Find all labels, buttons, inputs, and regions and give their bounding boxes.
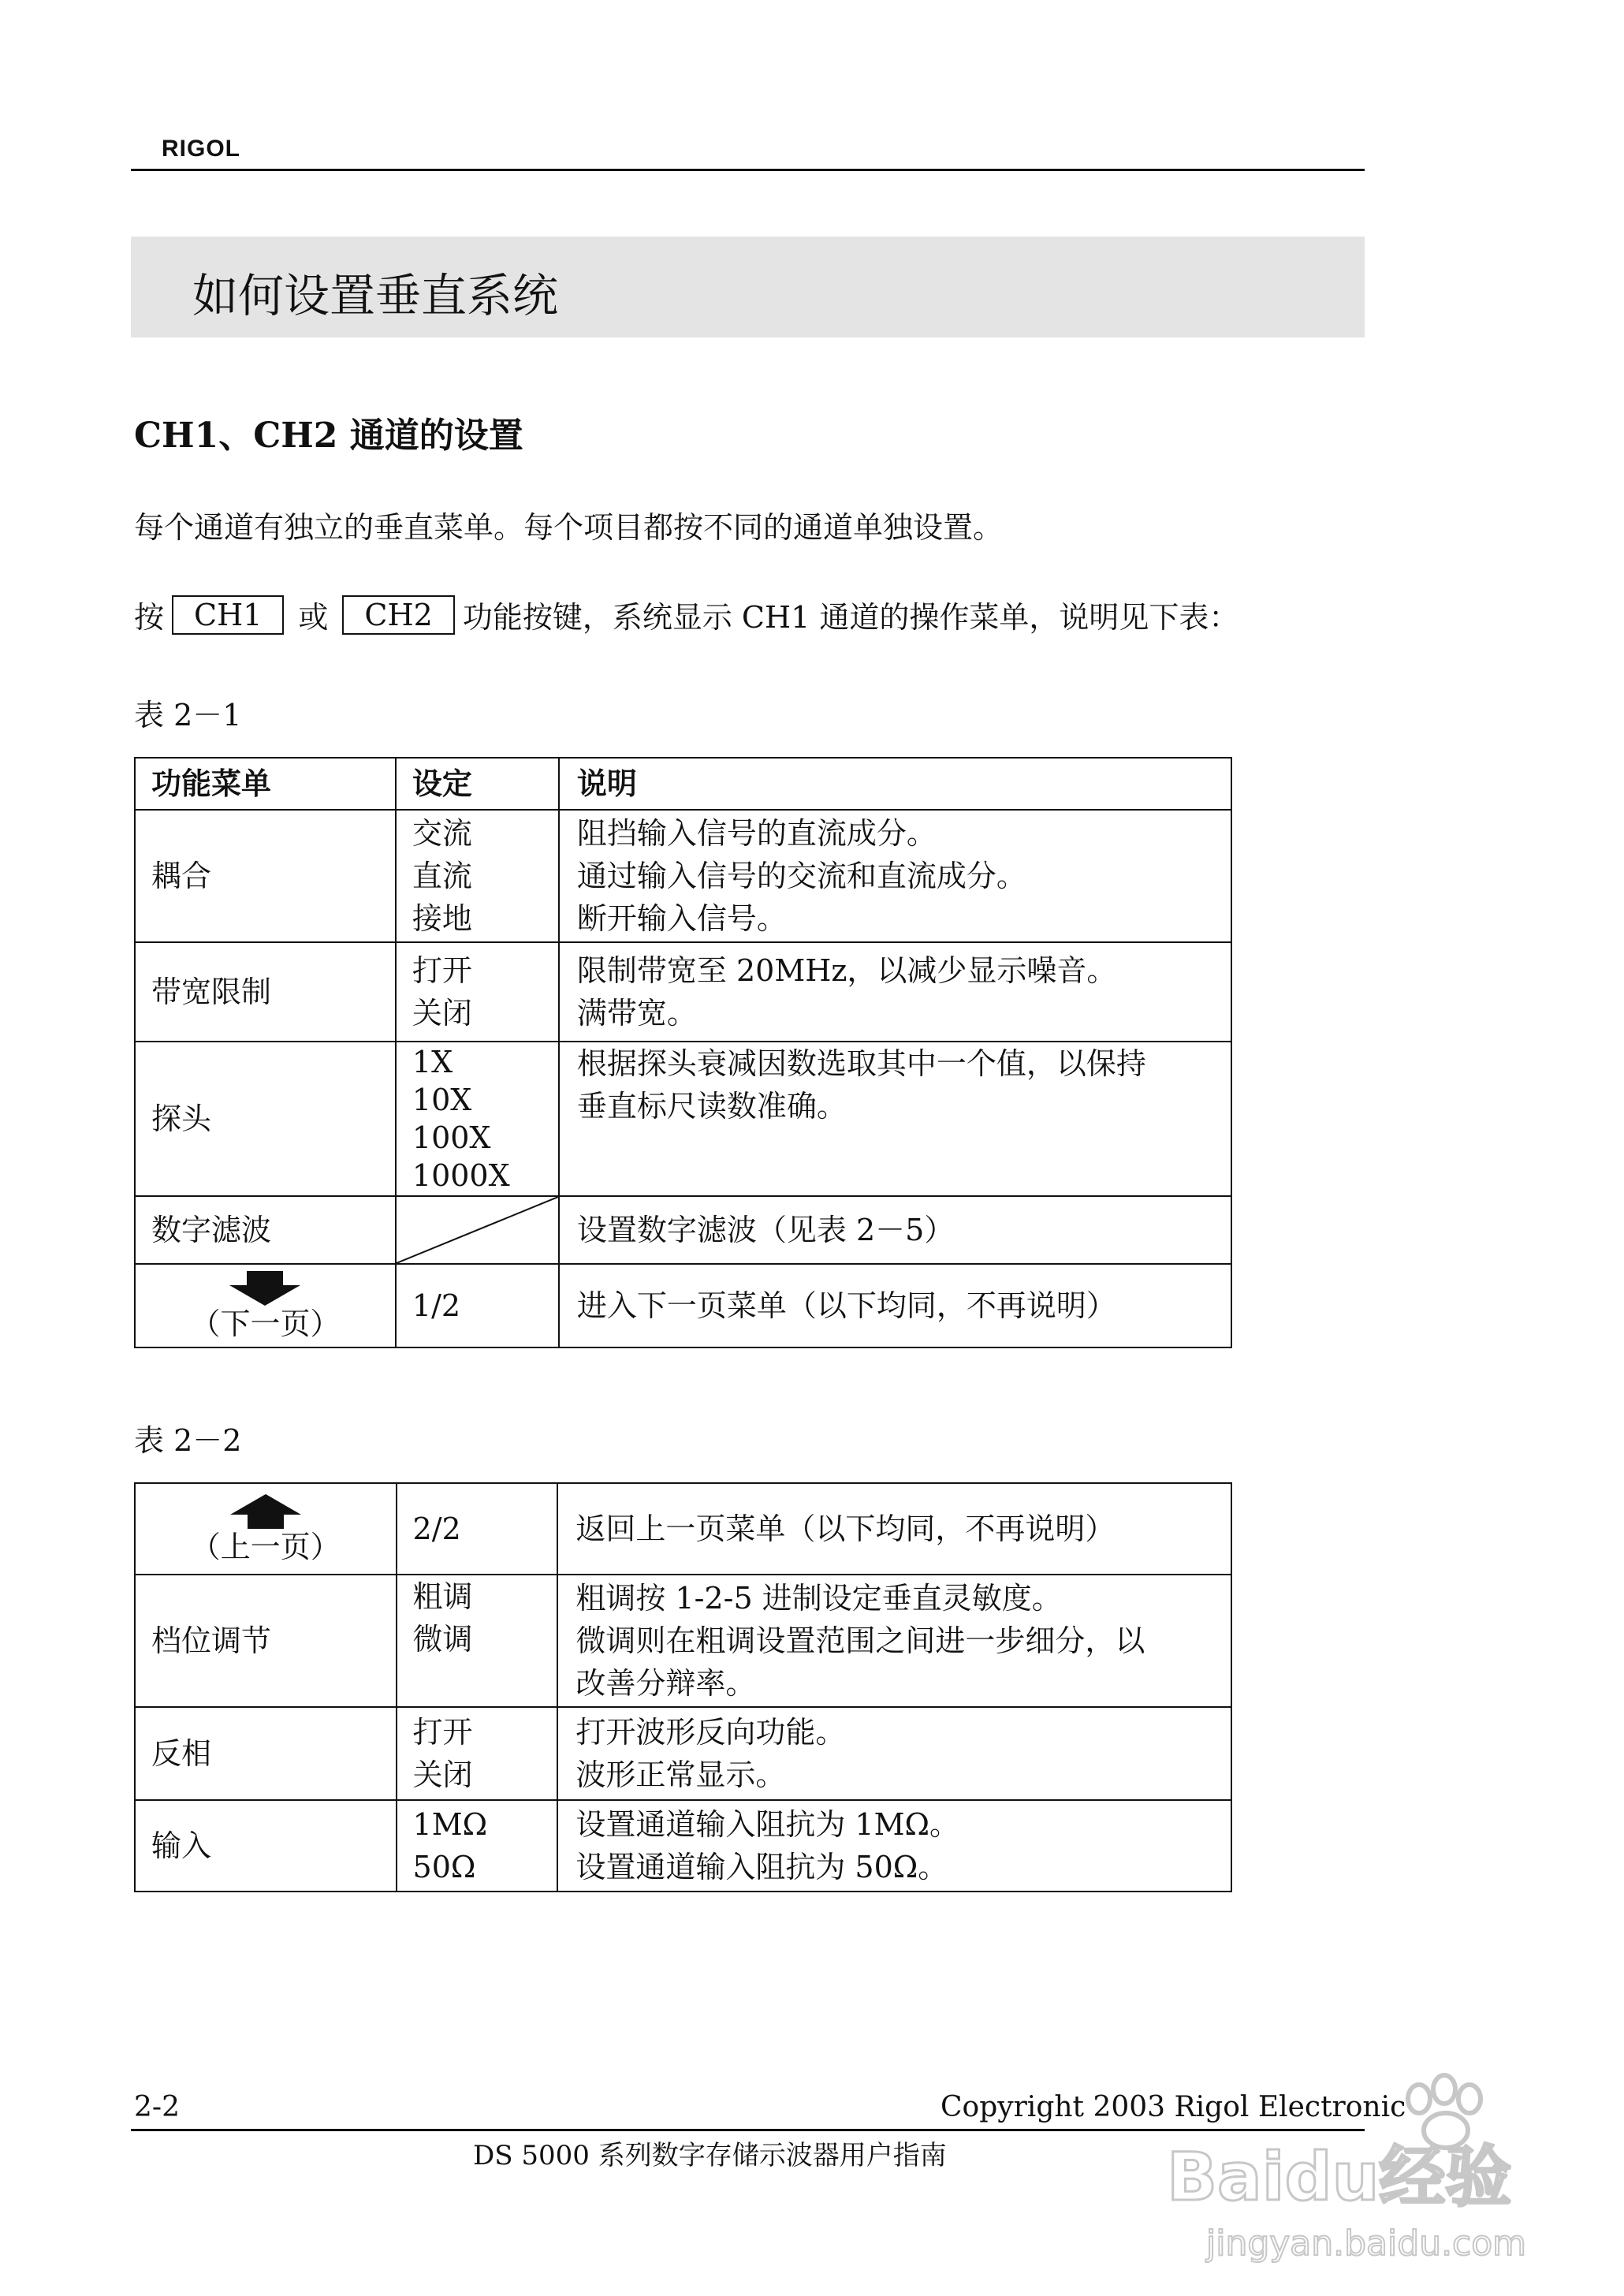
table-row (135, 1196, 1231, 1264)
setting-cell: 1/2 (396, 1264, 559, 1347)
chapter-title: 如何设置垂直系统 (192, 269, 559, 322)
baidu-watermark-logo (1159, 2066, 1537, 2271)
section-heading: CH1、CH2 通道的设置 (134, 416, 523, 456)
setting-value: 粗调 (412, 1579, 473, 1614)
description-line: 改善分辩率。 (575, 1666, 756, 1701)
menu-cell: 耦合 (135, 810, 396, 942)
setting-value: 交流 (412, 816, 472, 851)
prev-page-label: （上一页） (190, 1530, 341, 1564)
next-page-cell (135, 1264, 396, 1347)
description-line: 波形正常显示。 (575, 1757, 786, 1792)
table-row (135, 942, 1231, 1042)
setting-cell (396, 810, 559, 942)
watermark-logo-text: Baidu经验 (1167, 2138, 1512, 2216)
instruction-prefix: 按 (134, 600, 165, 635)
description-line: 阻挡输入信号的直流成分。 (576, 816, 937, 851)
next-page-label: （下一页） (190, 1306, 341, 1341)
table-row (135, 1575, 1231, 1707)
setting-value: 关闭 (412, 996, 472, 1031)
setting-value: 打开 (412, 953, 472, 988)
header-description: 说明 (559, 758, 1231, 810)
header-rule (131, 169, 1365, 171)
description-cell: 进入下一页菜单（以下均同，不再说明） (559, 1264, 1231, 1347)
description-line: 设置通道输入阻抗为 50Ω。 (575, 1850, 948, 1884)
empty-setting-cell (396, 1196, 559, 1264)
table1 (134, 757, 1232, 1348)
setting-value: 接地 (412, 901, 472, 936)
setting-value: 100X (412, 1120, 491, 1155)
description-cell (557, 1800, 1231, 1892)
header-setting: 设定 (396, 758, 559, 810)
table-row (135, 1483, 1231, 1575)
brand-logo-text: RIGOL (162, 136, 240, 162)
page-number: 2-2 (134, 2091, 180, 2123)
arrow-up-icon (230, 1494, 301, 1529)
description-line: 设置通道输入阻抗为 1MΩ。 (575, 1807, 960, 1842)
menu-cell: 探头 (135, 1042, 396, 1196)
description-cell: 返回上一页菜单（以下均同，不再说明） (557, 1483, 1231, 1575)
table2-caption: 表 2－2 (134, 1423, 242, 1458)
setting-cell (396, 942, 559, 1042)
diagonal-slash (397, 1197, 558, 1263)
ch1-key-label: CH1 (172, 595, 284, 635)
setting-cell (396, 1042, 559, 1196)
description-line: 根据探头衰减因数选取其中一个值，以保持 (576, 1046, 1146, 1081)
table1-header-row (135, 758, 1231, 810)
setting-value: 10X (412, 1083, 472, 1117)
description-line: 通过输入信号的交流和直流成分。 (576, 859, 1026, 893)
watermark-url: jingyan.baidu.com (1206, 2223, 1527, 2264)
manual-title: DS 5000 系列数字存储示波器用户指南 (473, 2140, 947, 2171)
setting-cell (397, 1707, 558, 1800)
intro-paragraph: 每个通道有独立的垂直菜单。每个项目都按不同的通道单独设置。 (134, 510, 1004, 545)
description-line: 断开输入信号。 (576, 901, 787, 936)
table-row (135, 1707, 1231, 1800)
instruction-suffix: 功能按键，系统显示 CH1 通道的操作菜单，说明见下表： (462, 600, 1239, 635)
menu-cell: 档位调节 (135, 1575, 397, 1707)
setting-cell (397, 1800, 558, 1892)
setting-value: 1MΩ (412, 1807, 488, 1842)
setting-value: 微调 (412, 1622, 473, 1657)
table-row (135, 1042, 1231, 1196)
table-row (135, 1800, 1231, 1892)
setting-value: 关闭 (412, 1757, 473, 1792)
setting-cell (397, 1575, 558, 1707)
setting-value: 打开 (412, 1715, 473, 1750)
table-row (135, 810, 1231, 942)
instruction-or: 或 (298, 600, 329, 635)
table-row (135, 1264, 1231, 1347)
setting-value: 50Ω (412, 1850, 476, 1884)
description-line: 垂直标尺读数准确。 (576, 1089, 847, 1124)
description-line: 粗调按 1-2-5 进制设定垂直灵敏度。 (575, 1581, 1062, 1616)
setting-value: 1000X (412, 1158, 510, 1193)
description-line: 微调则在粗调设置范围之间进一步细分，以 (575, 1623, 1145, 1658)
setting-value: 直流 (412, 859, 472, 893)
table2 (134, 1482, 1232, 1892)
description-line: 打开波形反向功能。 (575, 1715, 846, 1750)
chapter-banner (131, 237, 1365, 337)
prev-page-cell (135, 1483, 397, 1575)
menu-cell: 反相 (135, 1707, 397, 1800)
table1-caption: 表 2－1 (134, 698, 242, 732)
description-cell (559, 810, 1231, 942)
menu-cell: 数字滤波 (135, 1196, 396, 1264)
instruction-paragraph (134, 593, 1238, 636)
copyright-text: Copyright 2003 Rigol Electronic (941, 2091, 1406, 2123)
setting-cell: 2/2 (397, 1483, 558, 1575)
description-cell: 设置数字滤波（见表 2－5） (559, 1196, 1231, 1264)
description-cell (557, 1707, 1231, 1800)
arrow-down-icon (229, 1271, 300, 1306)
description-cell (557, 1575, 1231, 1707)
description-line: 限制带宽至 20MHz，以减少显示噪音。 (576, 953, 1117, 988)
description-line: 满带宽。 (576, 996, 697, 1031)
menu-cell: 带宽限制 (135, 942, 396, 1042)
description-cell (559, 942, 1231, 1042)
setting-value: 1X (412, 1045, 453, 1079)
menu-cell: 输入 (135, 1800, 397, 1892)
ch2-key-label: CH2 (342, 595, 454, 635)
header-menu: 功能菜单 (135, 758, 396, 810)
description-cell (559, 1042, 1231, 1196)
